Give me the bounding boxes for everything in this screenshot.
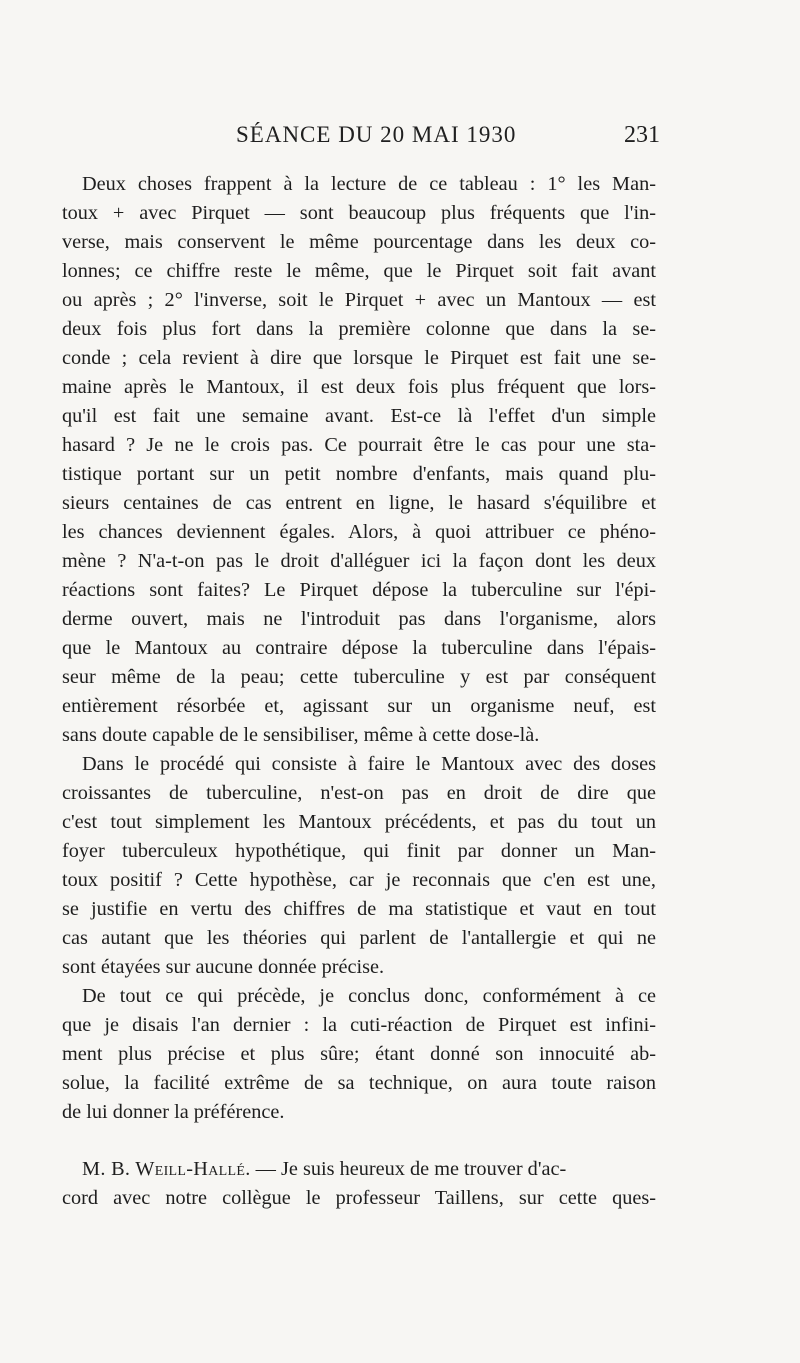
paragraph-3-line-5: de lui donner la préférence. (62, 1101, 285, 1123)
paragraph-1-line-15: réactions sont faites? Le Pirquet dépose la tuberculine sur l'épi- (62, 579, 656, 601)
paragraph-1-line-14: mène ? N'a-t-on pas le droit d'alléguer ici la façon dont les deux (62, 550, 656, 572)
paragraph-3-line-1: De tout ce qui précède, je conclus donc, conformément à ce (82, 985, 656, 1007)
paragraph-1-line-12: sieurs centaines de cas entrent en ligne, le hasard s'équilibre et (62, 492, 656, 514)
paragraph-2-line-2: croissantes de tuberculine, n'est-on pas en droit de dire que (62, 782, 656, 804)
paragraph-3-line-3: ment plus précise et plus sûre; étant donné son innocuité ab- (62, 1043, 656, 1065)
paragraph-3-line-4: solue, la facilité extrême de sa technique, on aura toute raison (62, 1072, 656, 1094)
paragraph-1-line-13: les chances deviennent égales. Alors, à quoi attribuer ce phéno- (62, 521, 656, 543)
paragraph-1-line-16: derme ouvert, mais ne l'introduit pas dans l'organisme, alors (62, 608, 656, 630)
paragraph-2-line-7: cas autant que les théories qui parlent de l'antallergie et qui ne (62, 927, 656, 949)
paragraph-2-line-4: foyer tuberculeux hypothétique, qui finit par donner un Man- (62, 840, 656, 862)
speaker-text: — Je suis heureux de me trouver d'ac- (250, 1158, 567, 1180)
paragraph-1-line-5: ou après ; 2° l'inverse, soit le Pirquet + avec un Mantoux — est (62, 289, 656, 311)
paragraph-1-line-7: conde ; cela revient à dire que lorsque le Pirquet est fait une se- (62, 347, 656, 369)
paragraph-1-line-9: qu'il est fait une semaine avant. Est-ce là l'effet d'un simple (62, 405, 656, 427)
paragraph-1-line-11: tistique portant sur un petit nombre d'enfants, mais quand plu- (62, 463, 656, 485)
paragraph-1-line-6: deux fois plus fort dans la première colonne que dans la se- (62, 318, 656, 340)
paragraph-1-line-19: entièrement résorbée et, agissant sur un organisme neuf, est (62, 695, 656, 717)
speaker-name: M. B. Weill-Hallé. (82, 1158, 251, 1180)
paragraph-2-line-3: c'est tout simplement les Mantoux précédents, et pas du tout un (62, 811, 656, 833)
page-number: 231 (624, 122, 660, 148)
paragraph-1-line-20: sans doute capable de le sensibiliser, même à cette dose-là. (62, 724, 540, 746)
paragraph-1-line-3: verse, mais conservent le même pourcentage dans les deux co- (62, 231, 656, 253)
paragraph-2-line-5: toux positif ? Cette hypothèse, car je reconnais que c'en est une, (62, 869, 656, 891)
speaker-line-2: cord avec notre collègue le professeur Taillens, sur cette ques- (62, 1187, 656, 1209)
paragraph-1-line-10: hasard ? Je ne le crois pas. Ce pourrait être le cas pour une sta- (62, 434, 656, 456)
running-head (236, 122, 660, 156)
running-head-title: SÉANCE DU 20 MAI 1930 (236, 122, 517, 147)
paragraph-2-line-1: Dans le procédé qui consiste à faire le Mantoux avec des doses (82, 753, 656, 775)
paragraph-1-line-4: lonnes; ce chiffre reste le même, que le Pirquet soit fait avant (62, 260, 656, 282)
paragraph-2-line-6: se justifie en vertu des chiffres de ma statistique et vaut en tout (62, 898, 656, 920)
paragraph-2-line-8: sont étayées sur aucune donnée précise. (62, 956, 385, 978)
paragraph-1-line-1: Deux choses frappent à la lecture de ce tableau : 1° les Man- (82, 173, 656, 195)
paragraph-3-line-2: que je disais l'an dernier : la cuti-réaction de Pirquet est infini- (62, 1014, 656, 1036)
speaker-line-1 (82, 1155, 656, 1184)
paragraph-1-line-2: toux + avec Pirquet — sont beaucoup plus fréquents que l'in- (62, 202, 656, 224)
paragraph-1-line-17: que le Mantoux au contraire dépose la tuberculine dans l'épais- (62, 637, 656, 659)
paragraph-1-line-8: maine après le Mantoux, il est deux fois plus fréquent que lors- (62, 376, 656, 398)
paragraph-1-line-18: seur même de la peau; cette tuberculine y est par conséquent (62, 666, 656, 688)
